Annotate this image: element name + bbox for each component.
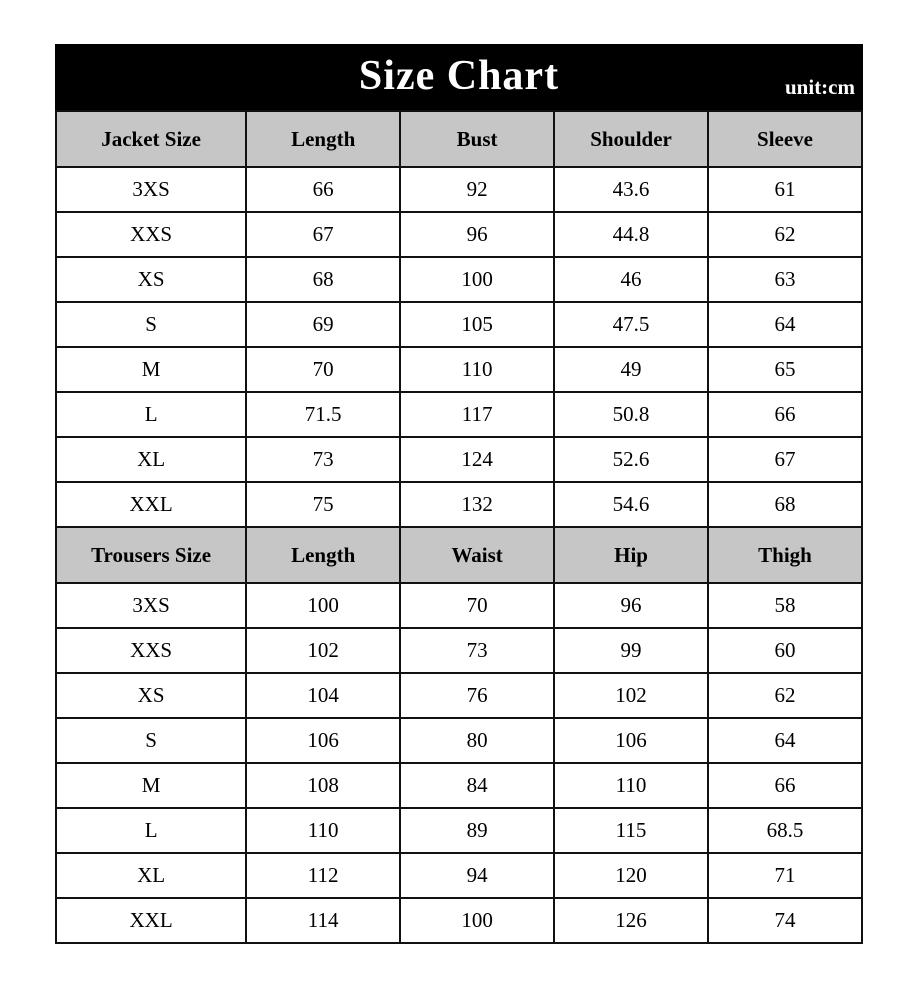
table-row <box>56 347 862 392</box>
table-row <box>56 167 862 212</box>
table-body <box>56 111 862 943</box>
value-cell: 100 <box>246 583 400 628</box>
value-cell: 106 <box>554 718 708 763</box>
table-row <box>56 212 862 257</box>
value-cell: 99 <box>554 628 708 673</box>
value-cell: 62 <box>708 673 862 718</box>
size-cell: XXL <box>56 482 246 527</box>
value-cell: 58 <box>708 583 862 628</box>
column-header: Jacket Size <box>56 111 246 167</box>
value-cell: 68 <box>246 257 400 302</box>
value-cell: 126 <box>554 898 708 943</box>
value-cell: 68.5 <box>708 808 862 853</box>
table-row <box>56 808 862 853</box>
value-cell: 100 <box>400 898 554 943</box>
unit-label: unit:cm <box>785 75 855 99</box>
column-header: Length <box>246 111 400 167</box>
size-cell: S <box>56 302 246 347</box>
column-header: Thigh <box>708 527 862 583</box>
value-cell: 73 <box>246 437 400 482</box>
value-cell: 50.8 <box>554 392 708 437</box>
value-cell: 75 <box>246 482 400 527</box>
size-chart <box>55 44 863 944</box>
value-cell: 74 <box>708 898 862 943</box>
size-cell: S <box>56 718 246 763</box>
value-cell: 64 <box>708 302 862 347</box>
size-cell: XS <box>56 257 246 302</box>
value-cell: 61 <box>708 167 862 212</box>
column-header: Shoulder <box>554 111 708 167</box>
value-cell: 132 <box>400 482 554 527</box>
size-cell: 3XS <box>56 583 246 628</box>
value-cell: 52.6 <box>554 437 708 482</box>
size-cell: XS <box>56 673 246 718</box>
value-cell: 65 <box>708 347 862 392</box>
value-cell: 108 <box>246 763 400 808</box>
value-cell: 84 <box>400 763 554 808</box>
value-cell: 115 <box>554 808 708 853</box>
value-cell: 110 <box>400 347 554 392</box>
section-header-row <box>56 527 862 583</box>
value-cell: 102 <box>554 673 708 718</box>
value-cell: 71 <box>708 853 862 898</box>
table-row <box>56 302 862 347</box>
value-cell: 47.5 <box>554 302 708 347</box>
table-row <box>56 673 862 718</box>
table-row <box>56 898 862 943</box>
size-cell: M <box>56 347 246 392</box>
table-row <box>56 628 862 673</box>
page-title: Size Chart <box>358 53 560 99</box>
value-cell: 100 <box>400 257 554 302</box>
size-cell: XL <box>56 437 246 482</box>
column-header: Sleeve <box>708 111 862 167</box>
table-row <box>56 482 862 527</box>
value-cell: 69 <box>246 302 400 347</box>
size-cell: XL <box>56 853 246 898</box>
value-cell: 94 <box>400 853 554 898</box>
table-row <box>56 763 862 808</box>
value-cell: 92 <box>400 167 554 212</box>
value-cell: 117 <box>400 392 554 437</box>
value-cell: 71.5 <box>246 392 400 437</box>
value-cell: 114 <box>246 898 400 943</box>
value-cell: 110 <box>246 808 400 853</box>
value-cell: 120 <box>554 853 708 898</box>
value-cell: 76 <box>400 673 554 718</box>
column-header: Bust <box>400 111 554 167</box>
table-row <box>56 257 862 302</box>
size-cell: L <box>56 808 246 853</box>
value-cell: 62 <box>708 212 862 257</box>
value-cell: 49 <box>554 347 708 392</box>
value-cell: 70 <box>400 583 554 628</box>
section-header-row <box>56 111 862 167</box>
value-cell: 70 <box>246 347 400 392</box>
value-cell: 89 <box>400 808 554 853</box>
size-chart-table <box>55 110 863 944</box>
size-cell: XXS <box>56 212 246 257</box>
column-header: Waist <box>400 527 554 583</box>
value-cell: 110 <box>554 763 708 808</box>
value-cell: 63 <box>708 257 862 302</box>
value-cell: 54.6 <box>554 482 708 527</box>
value-cell: 106 <box>246 718 400 763</box>
value-cell: 73 <box>400 628 554 673</box>
size-cell: L <box>56 392 246 437</box>
value-cell: 46 <box>554 257 708 302</box>
size-cell: XXS <box>56 628 246 673</box>
table-row <box>56 853 862 898</box>
value-cell: 66 <box>708 763 862 808</box>
value-cell: 112 <box>246 853 400 898</box>
table-row <box>56 583 862 628</box>
column-header: Trousers Size <box>56 527 246 583</box>
value-cell: 44.8 <box>554 212 708 257</box>
value-cell: 124 <box>400 437 554 482</box>
size-cell: XXL <box>56 898 246 943</box>
column-header: Hip <box>554 527 708 583</box>
value-cell: 96 <box>554 583 708 628</box>
value-cell: 96 <box>400 212 554 257</box>
title-bar <box>55 44 863 110</box>
value-cell: 68 <box>708 482 862 527</box>
value-cell: 60 <box>708 628 862 673</box>
value-cell: 102 <box>246 628 400 673</box>
value-cell: 80 <box>400 718 554 763</box>
table-row <box>56 437 862 482</box>
table-row <box>56 718 862 763</box>
table-row <box>56 392 862 437</box>
value-cell: 104 <box>246 673 400 718</box>
value-cell: 64 <box>708 718 862 763</box>
value-cell: 105 <box>400 302 554 347</box>
value-cell: 66 <box>708 392 862 437</box>
size-cell: M <box>56 763 246 808</box>
value-cell: 67 <box>246 212 400 257</box>
value-cell: 67 <box>708 437 862 482</box>
value-cell: 43.6 <box>554 167 708 212</box>
size-cell: 3XS <box>56 167 246 212</box>
value-cell: 66 <box>246 167 400 212</box>
column-header: Length <box>246 527 400 583</box>
